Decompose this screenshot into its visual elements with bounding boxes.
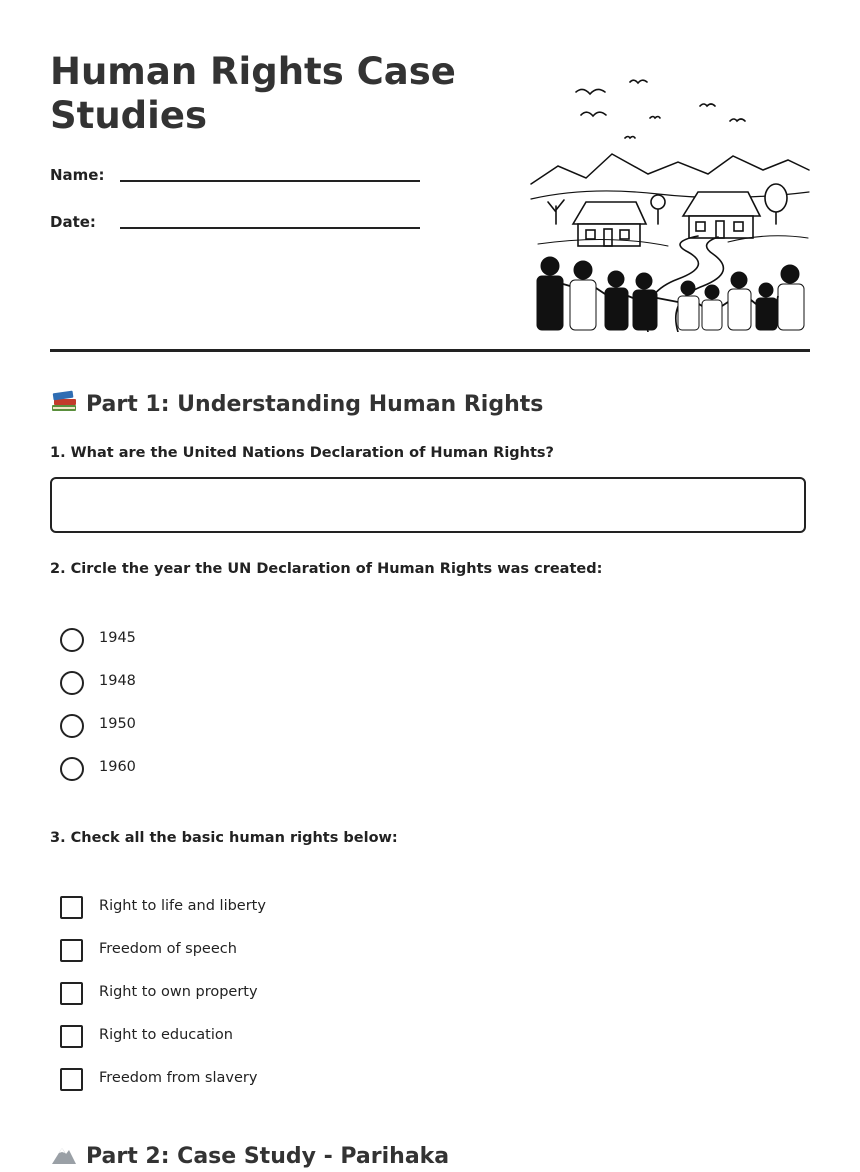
date-line[interactable] — [120, 227, 420, 229]
q2-option-1945[interactable] — [60, 628, 460, 652]
option-label: 1960 — [99, 759, 136, 775]
q3-option-speech[interactable] — [60, 939, 460, 963]
name-field[interactable] — [50, 166, 420, 190]
checkbox[interactable] — [60, 939, 83, 962]
radio-circle[interactable] — [60, 714, 84, 738]
name-line[interactable] — [120, 180, 420, 182]
question-2: 2. Circle the year the UN Declaration of Human Rights was created: — [50, 561, 603, 577]
option-label: Right to own property — [99, 984, 258, 1000]
checkbox[interactable] — [60, 1025, 83, 1048]
option-label: Freedom from slavery — [99, 1070, 258, 1086]
question-1: 1. What are the United Nations Declaration of Human Rights? — [50, 445, 554, 461]
radio-circle[interactable] — [60, 628, 84, 652]
books-icon — [50, 388, 78, 420]
option-label: 1948 — [99, 673, 136, 689]
q2-option-1948[interactable] — [60, 671, 460, 695]
q3-option-property[interactable] — [60, 982, 460, 1006]
q1-answer-input[interactable] — [50, 477, 806, 533]
option-label: Right to life and liberty — [99, 898, 266, 914]
checkbox[interactable] — [60, 896, 83, 919]
option-label: Freedom of speech — [99, 941, 237, 957]
option-label: 1950 — [99, 716, 136, 732]
q3-option-life-liberty[interactable] — [60, 896, 460, 920]
village-illustration — [528, 74, 810, 332]
page-title: Human Rights Case Studies — [50, 50, 456, 137]
header-divider — [50, 349, 810, 352]
checkbox[interactable] — [60, 1068, 83, 1091]
radio-circle[interactable] — [60, 757, 84, 781]
part2-title-text: Part 2: Case Study - Parihaka — [86, 1144, 450, 1169]
date-field[interactable] — [50, 213, 420, 237]
q3-option-slavery[interactable] — [60, 1068, 460, 1092]
mountain-icon — [50, 1140, 78, 1172]
checkbox[interactable] — [60, 982, 83, 1005]
option-label: Right to education — [99, 1027, 233, 1043]
part2-title — [50, 1140, 449, 1172]
q2-option-1960[interactable] — [60, 757, 460, 781]
question-3: 3. Check all the basic human rights below: — [50, 830, 398, 846]
q3-option-education[interactable] — [60, 1025, 460, 1049]
radio-circle[interactable] — [60, 671, 84, 695]
part1-title-text: Part 1: Understanding Human Rights — [86, 392, 544, 417]
q2-option-1950[interactable] — [60, 714, 460, 738]
date-label: Date: — [50, 213, 96, 231]
part1-title — [50, 388, 543, 420]
name-label: Name: — [50, 166, 105, 184]
option-label: 1945 — [99, 630, 136, 646]
